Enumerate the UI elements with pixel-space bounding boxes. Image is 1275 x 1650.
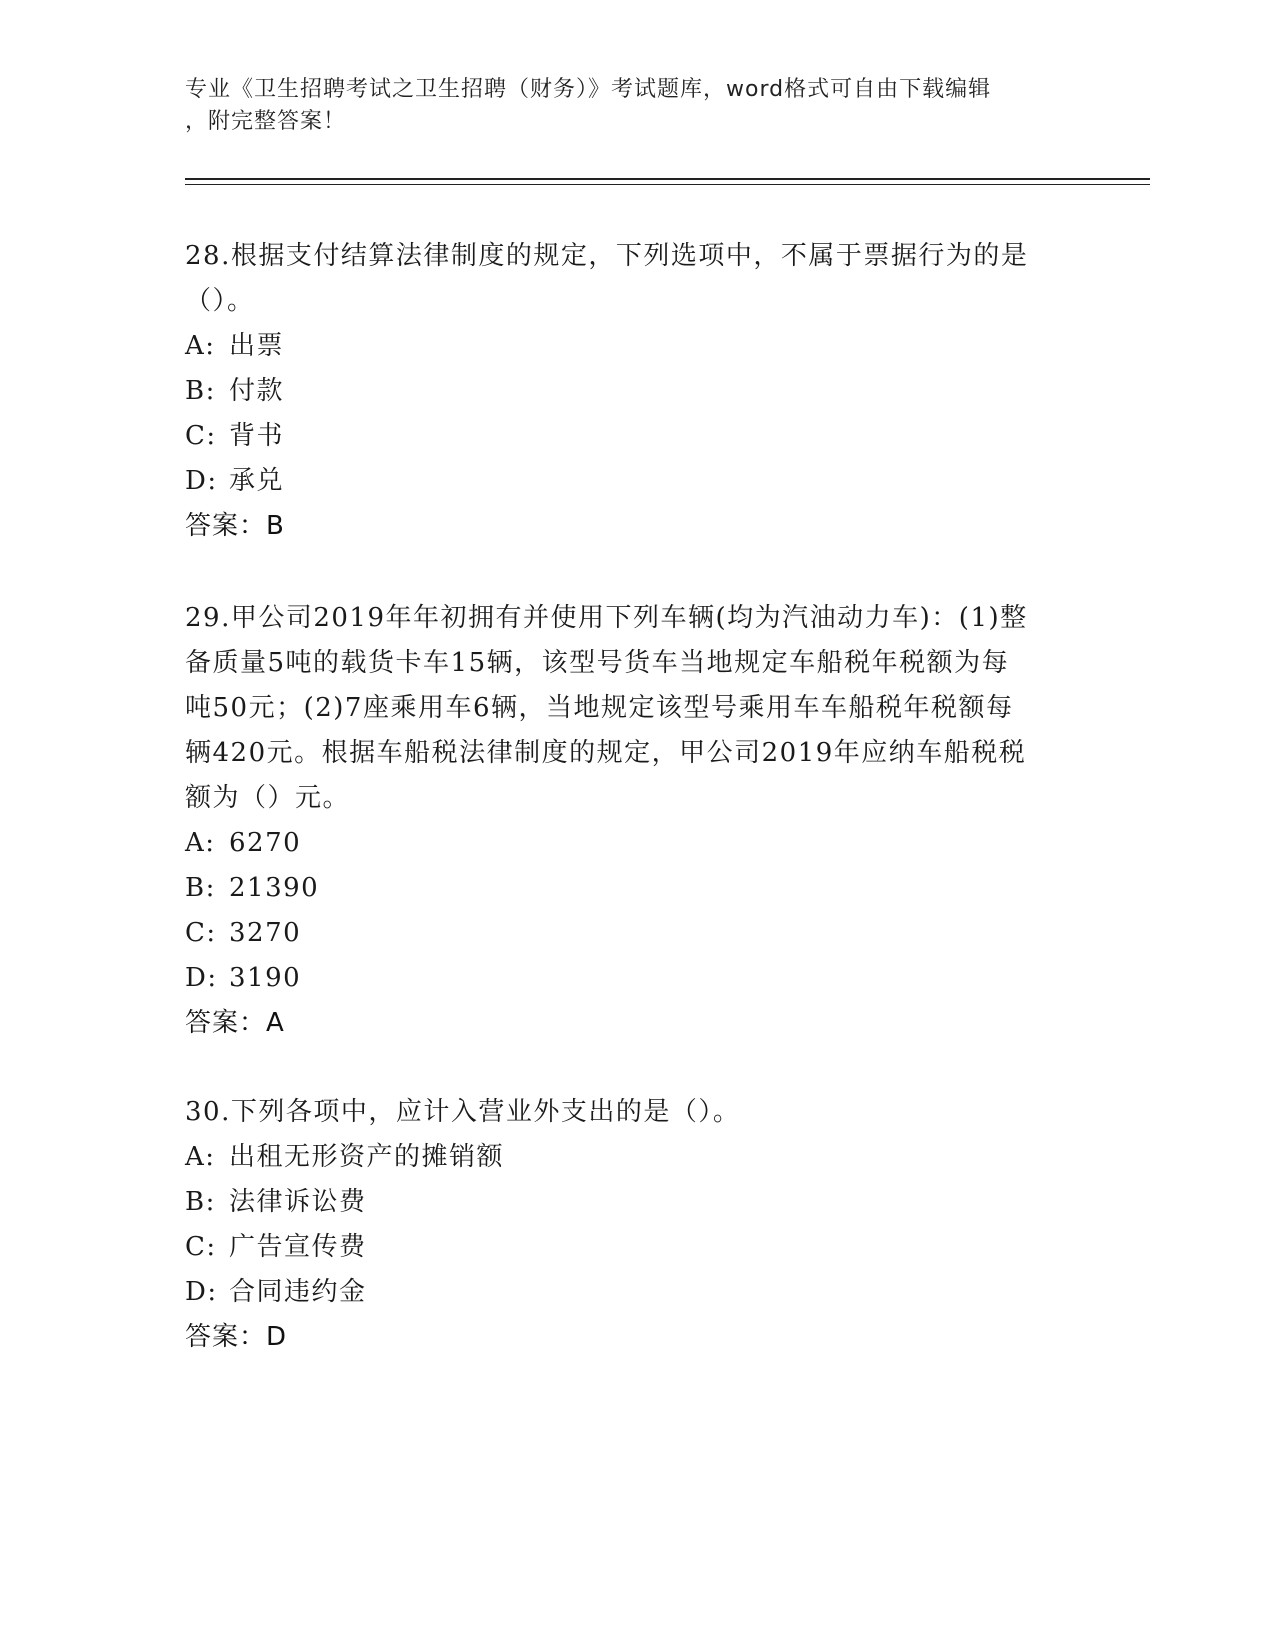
option-letter: B: (185, 376, 216, 406)
option-letter: A: (185, 331, 216, 361)
option-text: 3270 (229, 918, 302, 948)
option-letter: C: (185, 421, 217, 451)
option-text: 付款 (229, 376, 285, 406)
option-text: 6270 (229, 828, 302, 858)
option-letter: D: (185, 1277, 218, 1307)
option-c (185, 1225, 1085, 1270)
option-text: 3190 (229, 963, 302, 993)
option-d (185, 1270, 1085, 1315)
answer-line: 答案：B (185, 511, 285, 541)
option-letter: B: (185, 1187, 216, 1217)
option-d (185, 956, 1085, 1001)
option-text: 承兑 (229, 466, 285, 496)
option-a (185, 1135, 1085, 1180)
option-a (185, 821, 1085, 866)
option-text: 出票 (229, 331, 285, 361)
question-text: 30.下列各项中，应计入营业外支出的是（）。 (185, 1097, 741, 1127)
question-text: 29.甲公司2019年年初拥有并使用下列车辆(均为汽油动力车)：(1)整 备质量5吨的载货卡车15辆，该型号货车当地规定车船税年税额为每 吨50元；(2)7座乘用车6辆，当地规定该型号乘用车车船税年税额每 辆420元。根据车船税法律制度的规定，甲公司2019年应纳车船税税 额为（）元。 (185, 603, 1028, 813)
option-letter: C: (185, 1232, 217, 1262)
header-line-1: 专业《卫生招聘考试之卫生招聘（财务）》考试题库，word格式可自由下载编辑 (185, 77, 992, 102)
option-b (185, 866, 1085, 911)
option-text: 21390 (229, 873, 320, 903)
option-b (185, 369, 1085, 414)
option-text: 背书 (229, 421, 285, 451)
option-text: 法律诉讼费 (229, 1187, 367, 1217)
option-letter: B: (185, 873, 216, 903)
document-header (185, 74, 1065, 138)
answer-line: 答案：D (185, 1322, 288, 1352)
option-d (185, 459, 1085, 504)
option-letter: C: (185, 918, 217, 948)
header-divider-thin (185, 184, 1150, 185)
option-letter: D: (185, 963, 218, 993)
option-letter: D: (185, 466, 218, 496)
header-divider (185, 178, 1150, 180)
header-line-2: ，附完整答案！ (185, 109, 347, 134)
option-letter: A: (185, 828, 216, 858)
question-29 (185, 596, 1085, 1046)
option-text: 广告宣传费 (229, 1232, 367, 1262)
option-a (185, 324, 1085, 369)
question-text: 28.根据支付结算法律制度的规定，下列选项中，不属于票据行为的是 （）。 (185, 241, 1029, 316)
question-30 (185, 1090, 1085, 1360)
option-c (185, 414, 1085, 459)
option-c (185, 911, 1085, 956)
option-letter: A: (185, 1142, 216, 1172)
answer-line: 答案：A (185, 1008, 285, 1038)
option-text: 出租无形资产的摊销额 (229, 1142, 505, 1172)
option-text: 合同违约金 (229, 1277, 367, 1307)
option-b (185, 1180, 1085, 1225)
question-28 (185, 234, 1085, 549)
